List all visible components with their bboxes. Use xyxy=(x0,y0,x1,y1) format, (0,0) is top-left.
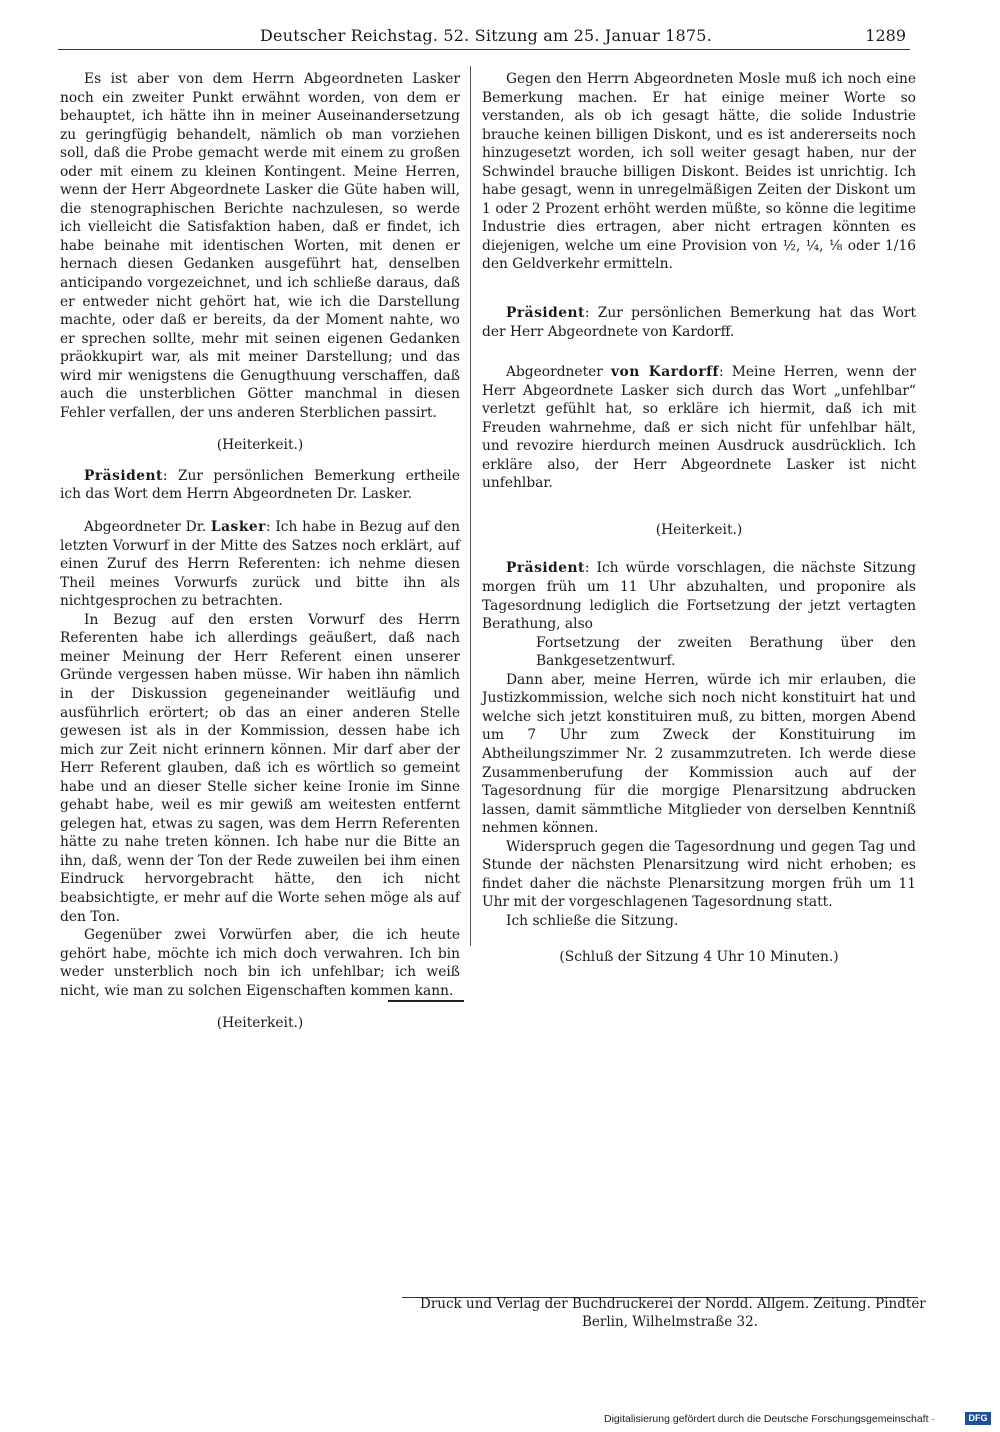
header-rule xyxy=(58,49,910,50)
paragraph: Gegen den Herrn Abgeordneten Mosle muß ich noch eine Bemerkung machen. Er hat einige meiner Worte so verstanden, als ob ich gesagt hätte, die solide Industrie brauche keinen billigen Diskont, und es ist andererseits noch hinzugesetzt worden, ich soll weiter gesagt haben, nur der Schwindel brauche billigen Diskont. Beides ist unrichtig. Ich habe gesagt, wenn in unregelmäßigen Zeiten der Diskont um 1 oder 2 Prozent erhöht werden müßte, so könne die legitime Industrie dies ertragen, aber nicht ertragen könnten es diejenigen, welche um eine Provision von ½, ¼, ⅛ oder 1/16 den Geldverkehr ermitteln. xyxy=(482,71,916,273)
paragraph: Gegenüber zwei Vorwürfen aber, die ich heute gehört habe, möchte ich mich doch verwahren. Ich bin weder unsterblich noch bin ich unfehlbar; ich weiß nicht, wie man zu solchen Eigenschaften kommen kann. xyxy=(60,927,460,999)
speaker-name: Lasker xyxy=(210,519,266,536)
speaker-name: Präsident xyxy=(506,305,585,322)
page-header xyxy=(252,26,906,48)
speech-paragraph xyxy=(482,304,916,341)
end-rule xyxy=(388,1000,464,1002)
speech-text: : Zur persönlichen Bemerkung hat das Wort der Herr Abgeordnete von Kardorff. xyxy=(482,305,916,340)
spacer xyxy=(60,504,460,518)
spacer xyxy=(482,274,916,304)
paragraph: In Bezug auf den ersten Vorwurf des Herrn Referenten habe ich allerdings geäußert, daß nach meiner Meinung der Herr Referent einen unserer Gründe vergessen haben müsse. Wir haben ihn nämlich in der Diskussion gegeneinander weitläufig und ausführlich erörtert; ob das an einer anderen Stelle gewesen ist als in der Kommission, dessen habe ich mich zur Zeit nicht erinnern können. Mir darf aber der Herr Referent glauben, daß ich es wörtlich so gemeint habe und an dieser Stelle sicher keine Ironie im Sinne gehabt habe, weil es mir gewiß am weitesten entfernt gelegen hat, etwas zu sagen, was dem Herrn Referenten hätte zu nahe treten können. Ich habe nur die Bitte an ihn, daß, wenn der Ton der Rede zuweilen bei ihm einen Eindruck hervorgebracht hätte, den ich nicht beabsichtigte, er mehr auf die Worte sehen möge als auf den Ton. xyxy=(60,611,460,925)
running-title: Deutscher Reichstag. 52. Sitzung am 25. Januar 1875. xyxy=(260,26,712,45)
speech-text: : Zur persönlichen Bemerkung ertheile ich das Wort dem Herrn Abgeordneten Dr. Lasker. xyxy=(60,467,460,503)
dfg-logo: DFG xyxy=(965,1412,991,1425)
digitization-note: Digitalisierung gefördert durch die Deutsche Forschungsgemeinschaft · xyxy=(604,1413,935,1425)
page-number: 1289 xyxy=(865,26,906,45)
speaker-name: Präsident xyxy=(506,560,585,577)
column-divider xyxy=(470,66,471,946)
paragraph: Ich schließe die Sitzung. xyxy=(506,912,679,929)
speech-paragraph xyxy=(60,518,460,611)
left-column xyxy=(60,70,460,1045)
speech-paragraph xyxy=(482,559,916,633)
imprint-address: Berlin, Wilhelmstraße 32. xyxy=(582,1314,758,1330)
imprint-line: Druck und Verlag der Buchdruckerei der Nordd. Allgem. Zeitung. Pindter xyxy=(420,1296,926,1312)
paragraph: Dann aber, meine Herren, würde ich mir erlauben, die Justizkommission, welche sich noch nicht konstituirt hat und welche sich jetzt konstituiren muß, zu bitten, morgen Abend um 7 Uhr zum Zweck der Konstituirung im Abtheilungszimmer Nr. 2 zusammzutreten. Ich werde diese Zusammenberufung der Kommission auch auf der Tagesordnung für die morgige Plenarsitzung abdrucken lassen, damit sämmtliche Mitglieder von derselben Kenntniß nehmen können. xyxy=(482,671,916,837)
session-closing: (Schluß der Sitzung 4 Uhr 10 Minuten.) xyxy=(559,949,839,966)
speaker-name: von Kardorff xyxy=(611,364,719,381)
paragraph: Widerspruch gegen die Tagesordnung und gegen Tag und Stunde der nächsten Plenarsitzung wird nicht erhoben; es findet daher die nächste Plenarsitzung morgen früh um 11 Uhr mit der vorgeschlagenen Tagesordnung statt. xyxy=(482,838,916,911)
stage-direction: (Heiterkeit.) xyxy=(216,437,304,454)
stage-direction: (Heiterkeit.) xyxy=(655,521,743,538)
paragraph: Es ist aber von dem Herrn Abgeordneten Lasker noch ein zweiter Punkt erwähnt worden, von dem er behauptet, ich hätte ihn in meiner Auseinandersetzung zu geringfügig behandelt, nämlich ob man vorziehen soll, daß die Probe gemacht werde mit einem zu großen oder mit einem zu kleinen Kontingent. Meine Herren, wenn der Herr Abgeordnete Lasker die Güte haben will, die stenographischen Berichte nachzulesen, so werde ich vielleicht die Satisfaktion haben, daß er findet, ich habe beinahe mit identischen Worten, mit denen er hernach diesen Gedanken ausgeführt hat, denselben anticipando vorgezeichnet, und ich schließe daraus, daß er entweder nicht gehört hat, wie ich die Darstellung machte, oder daß er bereits, da der Moment nahte, wo er sprechen sollte, mehr mit seinen eigenen Gedanken präokkupirt war, als mit meiner Darstellung; und das wird mir wenigstens die Genugthuung verschaffen, daß auch die unsterblichen Götter manchmal in diesen Fehler verfallen, der uns anderen Sterblichen passirt. xyxy=(60,71,460,421)
spacer xyxy=(482,341,916,363)
speech-text: : Ich würde vorschlagen, die nächste Sitzung morgen früh um 11 Uhr abzuhalten, und proponire als Tagesordnung lediglich die Fortsetzung der jetzt vertagten Berathung, also xyxy=(482,560,916,633)
speaker-prefix: Abgeordneter xyxy=(506,364,611,381)
stage-direction: (Heiterkeit.) xyxy=(216,1015,304,1032)
speech-text: : Ich habe in Bezug auf den letzten Vorwurf in der Mitte des Satzes noch erklärt, auf einen Zuruf des Herrn Referenten: ich nehme diesen Theil meines Vorwurfs zurück und bitte ihn als nichtgesprochen zu betrachten. xyxy=(60,519,460,610)
speech-paragraph xyxy=(60,467,460,504)
speech-paragraph xyxy=(482,363,916,493)
agenda-item: Fortsetzung der zweiten Berathung über den Bankgesetzentwurf. xyxy=(536,634,916,670)
speaker-prefix: Abgeordneter Dr. xyxy=(84,519,211,536)
speech-text: : Meine Herren, wenn der Herr Abgeordnete Lasker sich durch das Wort „unfehlbar“ verletzt gefühlt hat, so erkläre ich hiermit, daß ich mit Freuden wahrnehme, daß er sich nicht für unfehlbar hält, und revozire hierdurch meinen Ausdruck ausdrücklich. Ich erkläre also, der Herr Abgeordnete Lasker ist nicht unfehlbar. xyxy=(482,364,916,492)
speaker-name: Präsident xyxy=(84,467,163,484)
right-column xyxy=(482,70,916,967)
